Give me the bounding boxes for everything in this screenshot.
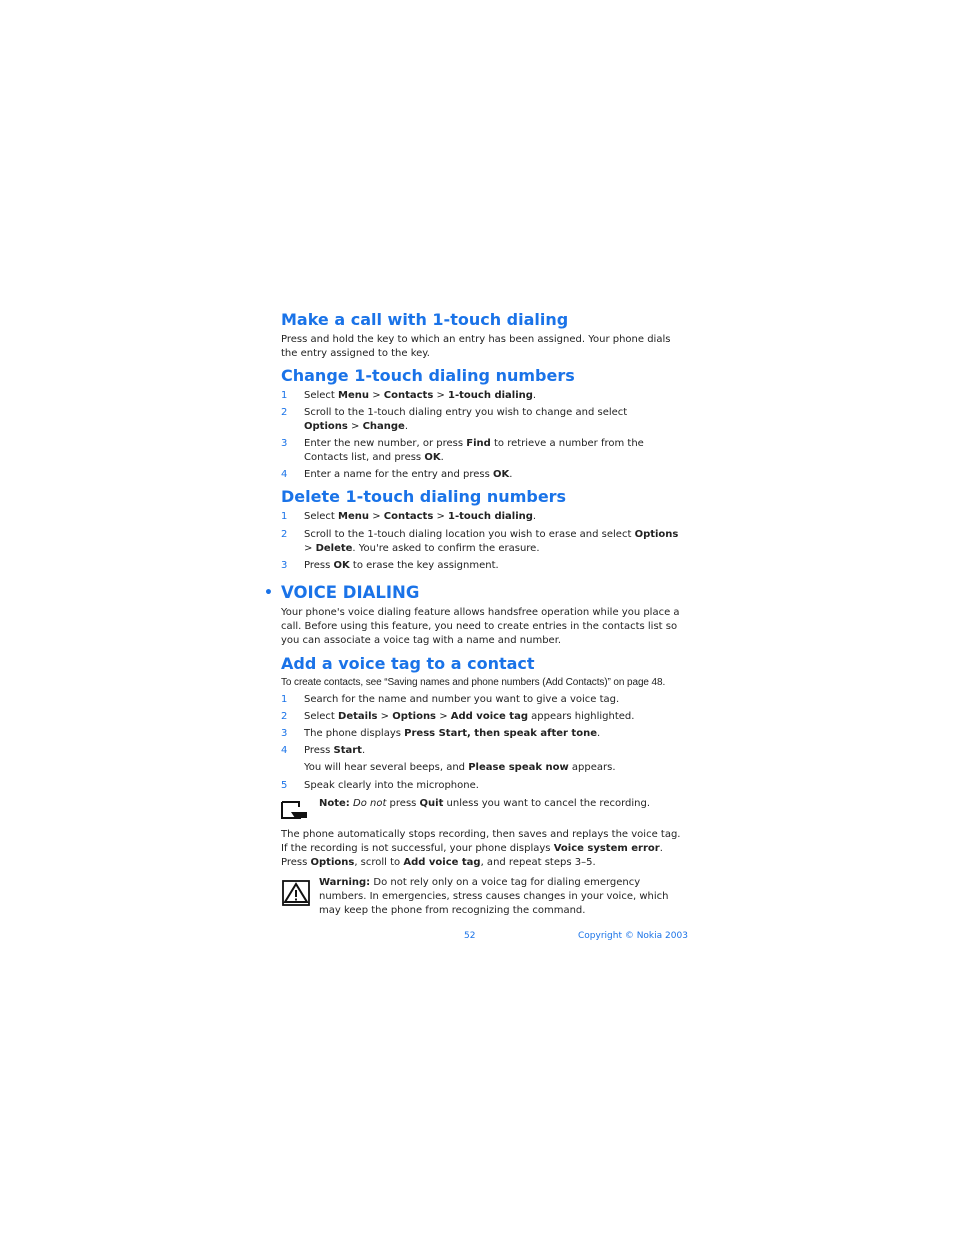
step-number: 2	[281, 529, 288, 540]
step-text: Enter a name for the entry and press OK.	[304, 469, 513, 480]
step-text: Press Start.	[304, 745, 366, 756]
step-text: Scroll to the 1-touch dialing location you wish to erase and select Options > Delete. You're asked to confirm the erasure.	[304, 529, 679, 554]
step-text: Speak clearly into the microphone.	[304, 780, 479, 791]
make-call-body: Press and hold the key to which an entry has been assigned. Your phone dials the entry assigned to the key.	[281, 334, 671, 359]
note-text: Note: Do not press Quit unless you want to cancel the recording.	[319, 798, 651, 809]
copyright: Copyright © Nokia 2003	[578, 931, 688, 941]
step-text: Scroll to the 1-touch dialing entry you wish to change and select Options > Change.	[304, 407, 628, 432]
step-number: 3	[281, 438, 288, 449]
note-icon	[281, 800, 309, 820]
heading-add-voice-tag: Add a voice tag to a contact	[281, 654, 535, 673]
step-text: Enter the new number, or press Find to retrieve a number from the Contacts list, and press OK.	[304, 438, 644, 463]
warning-block	[281, 875, 681, 925]
voice-dialing-body: Your phone's voice dialing feature allows handsfree operation while you place a call. Before using this feature, you need to create entries in the contacts list so you can associate a voice tag with a name and number.	[281, 607, 680, 646]
step-number: 1	[281, 511, 288, 522]
step-text: Select Menu > Contacts > 1-touch dialing.	[304, 390, 537, 401]
step-number: 2	[281, 711, 288, 722]
heading-make-call: Make a call with 1-touch dialing	[281, 310, 569, 329]
step-text: You will hear several beeps, and Please speak now appears.	[304, 762, 616, 773]
heading-delete-numbers: Delete 1-touch dialing numbers	[281, 487, 567, 506]
warning-icon	[282, 880, 310, 906]
voice-dialing-title: VOICE DIALING	[281, 583, 420, 602]
after-recording-text: The phone automatically stops recording, then saves and replays the voice tag. If the recording is not successful, your phone displays Voice system error. Press Options, scroll to Add voice tag, and repeat steps 3–5.	[281, 829, 681, 868]
step-number: 1	[281, 390, 288, 401]
add-voice-tag-intro: To create contacts, see “Saving names and phone numbers (Add Contacts)” on page 48.	[281, 677, 666, 688]
step-number: 3	[281, 728, 288, 739]
step-number: 4	[281, 469, 288, 480]
heading-change-numbers: Change 1-touch dialing numbers	[281, 366, 575, 385]
step-text: Search for the name and number you want to give a voice tag.	[304, 694, 620, 705]
step-number: 4	[281, 745, 288, 756]
note-block	[281, 800, 681, 824]
step-number: 1	[281, 694, 288, 705]
step-number: 3	[281, 560, 288, 571]
step-text: Select Menu > Contacts > 1-touch dialing.	[304, 511, 537, 522]
step-number: 5	[281, 780, 288, 791]
heading-voice-dialing	[264, 583, 420, 603]
warning-text: Warning: Do not rely only on a voice tag for dialing emergency numbers. In emergencies, stress causes changes in your voice, which may keep the phone from recognizing the command.	[319, 877, 669, 916]
step-number: 2	[281, 407, 288, 418]
step-text: Press OK to erase the key assignment.	[304, 560, 499, 571]
step-text: Select Details > Options > Add voice tag appears highlighted.	[304, 711, 635, 722]
bullet-icon: •	[264, 585, 273, 601]
step-text: The phone displays Press Start, then speak after tone.	[304, 728, 601, 739]
page-number: 52	[464, 931, 476, 941]
